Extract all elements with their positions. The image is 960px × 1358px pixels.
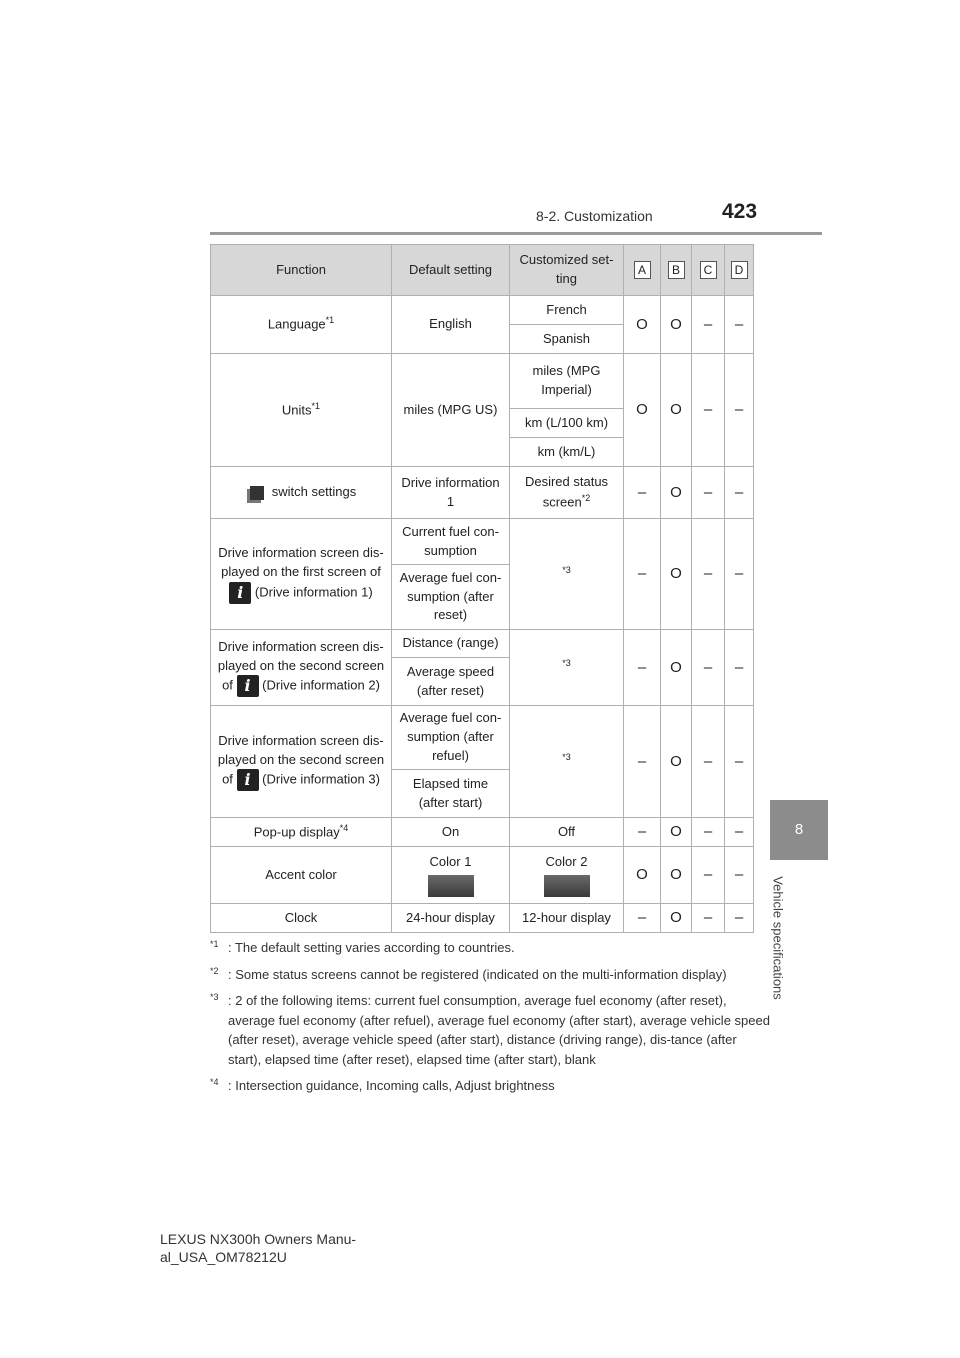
cell-function (211, 818, 392, 847)
page-footer (160, 1230, 356, 1266)
cell-b: O (661, 818, 692, 847)
cell-option (510, 847, 624, 904)
cell-option: miles (MPG Imperial) (510, 354, 624, 409)
info-icon: i (237, 769, 259, 791)
function-label: (Drive information 3) (262, 771, 380, 787)
footnote-ref: *3 (562, 564, 571, 575)
cell-option: French (510, 296, 624, 325)
cell-c: – (692, 847, 725, 904)
function-label: Units (281, 402, 312, 418)
cell-a: – (624, 818, 661, 847)
label-d: D (731, 261, 748, 279)
header-rule (210, 232, 822, 235)
header-function: Function (211, 245, 392, 296)
cell-default: Average fuel con-sumption (after refuel) (392, 706, 510, 770)
color-swatch (544, 875, 590, 897)
cell-function (211, 296, 392, 354)
cell-b: O (661, 847, 692, 904)
cell-default: miles (MPG US) (392, 354, 510, 467)
cell-option: km (L/100 km) (510, 409, 624, 438)
footnote-ref: *3 (562, 752, 571, 763)
cell-default: English (392, 296, 510, 354)
cell-a: O (624, 847, 661, 904)
label-a: A (634, 261, 651, 279)
chapter-tab: 8 (770, 800, 828, 860)
header-b (661, 245, 692, 296)
footnote-ref: *1 (311, 400, 321, 411)
customization-table (210, 244, 754, 933)
footnote-ref: *1 (325, 315, 335, 326)
footnote-mark: *2 (210, 965, 219, 976)
function-label: Drive information screen dis-played on the first screen of (218, 545, 384, 579)
option-label: Desired status screen (524, 473, 609, 510)
cell-option (510, 467, 624, 519)
cell-option: km (km/L) (510, 438, 624, 467)
cell-b: O (661, 467, 692, 519)
footnote (210, 965, 770, 985)
cell-c: – (692, 818, 725, 847)
color-swatch (428, 875, 474, 897)
function-label: (Drive information 1) (254, 584, 373, 600)
cell-a: O (624, 296, 661, 354)
footnote-ref: *2 (581, 492, 591, 503)
cell-function: Accent color (211, 847, 392, 904)
footnote-text: : Some status screens cannot be registered (indicated on the multi-information display) (228, 966, 727, 982)
cell-function (211, 354, 392, 467)
color-label: Color 2 (545, 853, 588, 869)
label-c: C (700, 261, 717, 279)
cell-default: Average fuel con-sumption (after reset) (392, 565, 510, 630)
cell-option (510, 630, 624, 706)
footnotes (210, 938, 770, 1103)
cell-a: – (624, 904, 661, 933)
cell-d: – (725, 818, 754, 847)
cell-b: O (661, 296, 692, 354)
display-switch-icon (250, 486, 264, 500)
cell-default: Elapsed time (after start) (392, 770, 510, 818)
table-row (211, 904, 754, 933)
cell-function (211, 706, 392, 818)
footnote-text: : Intersection guidance, Incoming calls, Adjust brightness (228, 1078, 555, 1093)
table-row (211, 296, 754, 325)
header-customized: Customized set-ting (510, 245, 624, 296)
table-row (211, 519, 754, 565)
table-row (211, 354, 754, 409)
cell-option (510, 519, 624, 630)
cell-a: – (624, 467, 661, 519)
header-c (692, 245, 725, 296)
cell-c: – (692, 630, 725, 706)
cell-a: – (624, 630, 661, 706)
cell-function (211, 467, 392, 519)
cell-c: – (692, 296, 725, 354)
function-label: (Drive information 2) (262, 677, 380, 693)
cell-d: – (725, 904, 754, 933)
cell-b: O (661, 519, 692, 630)
footnote (210, 991, 770, 1069)
cell-c: – (692, 354, 725, 467)
cell-option (510, 706, 624, 818)
cell-b: O (661, 630, 692, 706)
header-a (624, 245, 661, 296)
section-title: 8-2. Customization (536, 208, 653, 224)
cell-default: Distance (range) (392, 630, 510, 658)
color-label: Color 1 (429, 853, 472, 869)
cell-c: – (692, 706, 725, 818)
cell-b: O (661, 354, 692, 467)
cell-default: Current fuel con-sumption (392, 519, 510, 565)
cell-function (211, 519, 392, 630)
table-row (211, 818, 754, 847)
info-icon: i (229, 582, 251, 604)
cell-b: O (661, 706, 692, 818)
info-icon: i (237, 675, 259, 697)
cell-d: – (725, 847, 754, 904)
label-b: B (668, 261, 685, 279)
header-d (725, 245, 754, 296)
cell-d: – (725, 630, 754, 706)
footnote (210, 1076, 770, 1096)
cell-default: Average speed (after reset) (392, 658, 510, 706)
footnote-mark: *4 (210, 1077, 219, 1087)
cell-d: – (725, 519, 754, 630)
cell-a: – (624, 519, 661, 630)
footnote-ref: *3 (562, 658, 571, 669)
footnote-ref: *4 (339, 822, 349, 833)
chapter-title: Vehicle specifications (770, 876, 786, 1000)
function-label: Language (267, 316, 326, 332)
table-header-row (211, 245, 754, 296)
function-label: Pop-up display (253, 824, 340, 840)
cell-d: – (725, 706, 754, 818)
cell-default (392, 847, 510, 904)
cell-c: – (692, 467, 725, 519)
cell-default: On (392, 818, 510, 847)
table-row (211, 630, 754, 658)
footnote-text: : The default setting varies according to countries. (228, 940, 515, 955)
cell-function (211, 630, 392, 706)
cell-c: – (692, 519, 725, 630)
cell-default: Drive information 1 (392, 467, 510, 519)
cell-c: – (692, 904, 725, 933)
function-label: Drive information screen dis-played on the second screen of (217, 732, 385, 787)
table-row (211, 467, 754, 519)
cell-a: – (624, 706, 661, 818)
footnote-mark: *1 (210, 939, 219, 949)
cell-d: – (725, 354, 754, 467)
table-row (211, 847, 754, 904)
table-row (211, 706, 754, 770)
cell-a: O (624, 354, 661, 467)
cell-d: – (725, 296, 754, 354)
cell-d: – (725, 467, 754, 519)
function-label: Drive information screen dis-played on the second screen of (217, 638, 385, 693)
cell-option: Off (510, 818, 624, 847)
cell-function: Clock (211, 904, 392, 933)
cell-default: 24-hour display (392, 904, 510, 933)
footer-line: LEXUS NX300h Owners Manu- (160, 1231, 357, 1247)
cell-option: Spanish (510, 325, 624, 354)
footnote-text: : 2 of the following items: current fuel consumption, average fuel economy (after reset), average fuel economy (after refuel), average fuel economy (after start), average vehicle speed (after reset), average vehicle speed (after start), distance (driving range), dis-tance (after start), elapsed time (after reset), elapsed time (after start), blank (228, 993, 770, 1067)
page-number: 423 (722, 200, 758, 223)
header-default: Default setting (392, 245, 510, 296)
cell-option: 12-hour display (510, 904, 624, 933)
footnote-mark: *3 (210, 992, 219, 1002)
footer-line: al_USA_OM78212U (160, 1249, 287, 1266)
footnote (210, 938, 770, 958)
function-label: switch settings (271, 484, 357, 500)
cell-b: O (661, 904, 692, 933)
